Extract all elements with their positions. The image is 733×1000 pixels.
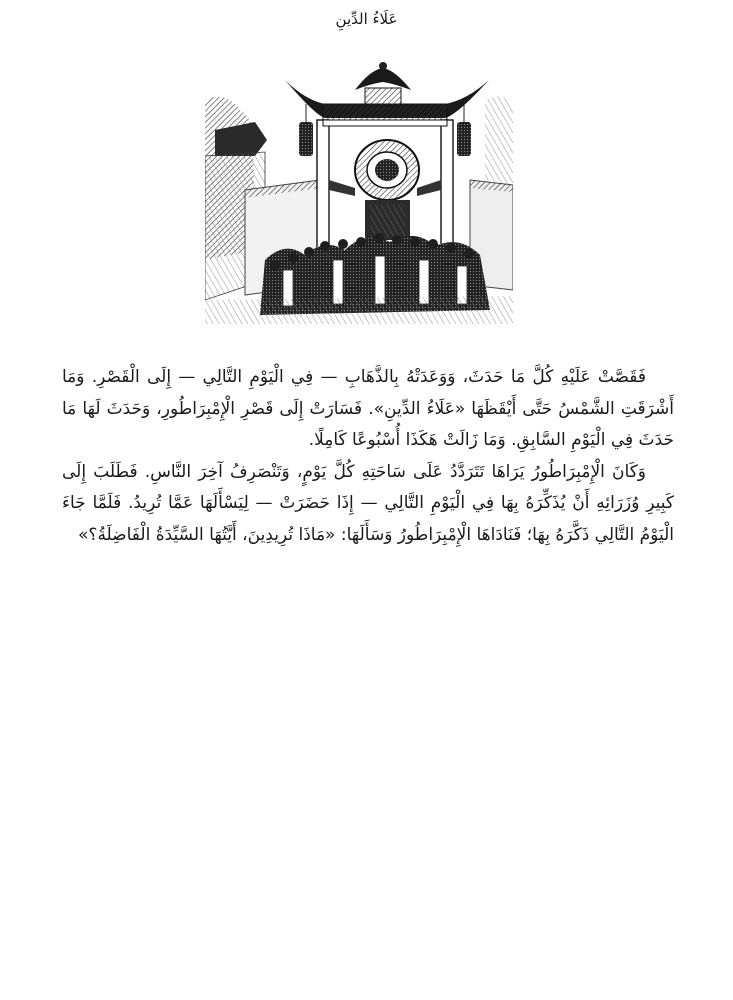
story-text (62, 362, 674, 551)
palace-gate-illustration (205, 60, 513, 324)
story-paragraph-2: وَكَانَ الْإِمْبِرَاطُورُ يَرَاهَا تَتَرَدَّدُ عَلَى سَاحَتِهِ كُلَّ يَوْمٍ، وَتَنْصَرِفُ آخِرَ النَّاسِ. فَطَلَبَ إِلَى كَبِيرِ وُزَرَائِهِ أَنْ يُذَكِّرَهُ بِهَا فِي الْيَوْمِ التَّالِي — إِذَا حَضَرَتْ — لِيَسْأَلَهَا عَمَّا تُرِيدُ. فَلَمَّا جَاءَ الْيَوْمُ التَّالِي ذَكَّرَهُ بِهَا؛ فَنَادَاهَا الْإِمْبِرَاطُورُ وَسَأَلَهَا: «مَاذَا تُرِيدِينَ، أَيَّتُهَا السَّيِّدَةُ الْفَاضِلَةُ؟» (62, 461, 674, 545)
running-header: عَلَاءُ الدِّينِ (335, 10, 398, 28)
story-paragraph-1: فَقَصَّتْ عَلَيْهِ كُلَّ مَا حَدَثَ، وَوَعَدَتْهُ بِالذَّهَابِ — فِي الْيَوْمِ التَّالِي — إِلَى الْقَصْرِ. وَمَا أَشْرَقَتِ الشَّمْسُ حَتَّى أَيْقَظَهَا «عَلَاءُ الدِّينِ». فَسَارَتْ إِلَى قَصْرِ الْإِمْبِرَاطُورِ، وَحَدَثَ لَهَا مَا حَدَثَ فِي الْيَوْمِ السَّابِقِ. وَمَا زَالَتْ هَكَذَا أُسْبُوعًا كَامِلًا. (62, 367, 674, 450)
